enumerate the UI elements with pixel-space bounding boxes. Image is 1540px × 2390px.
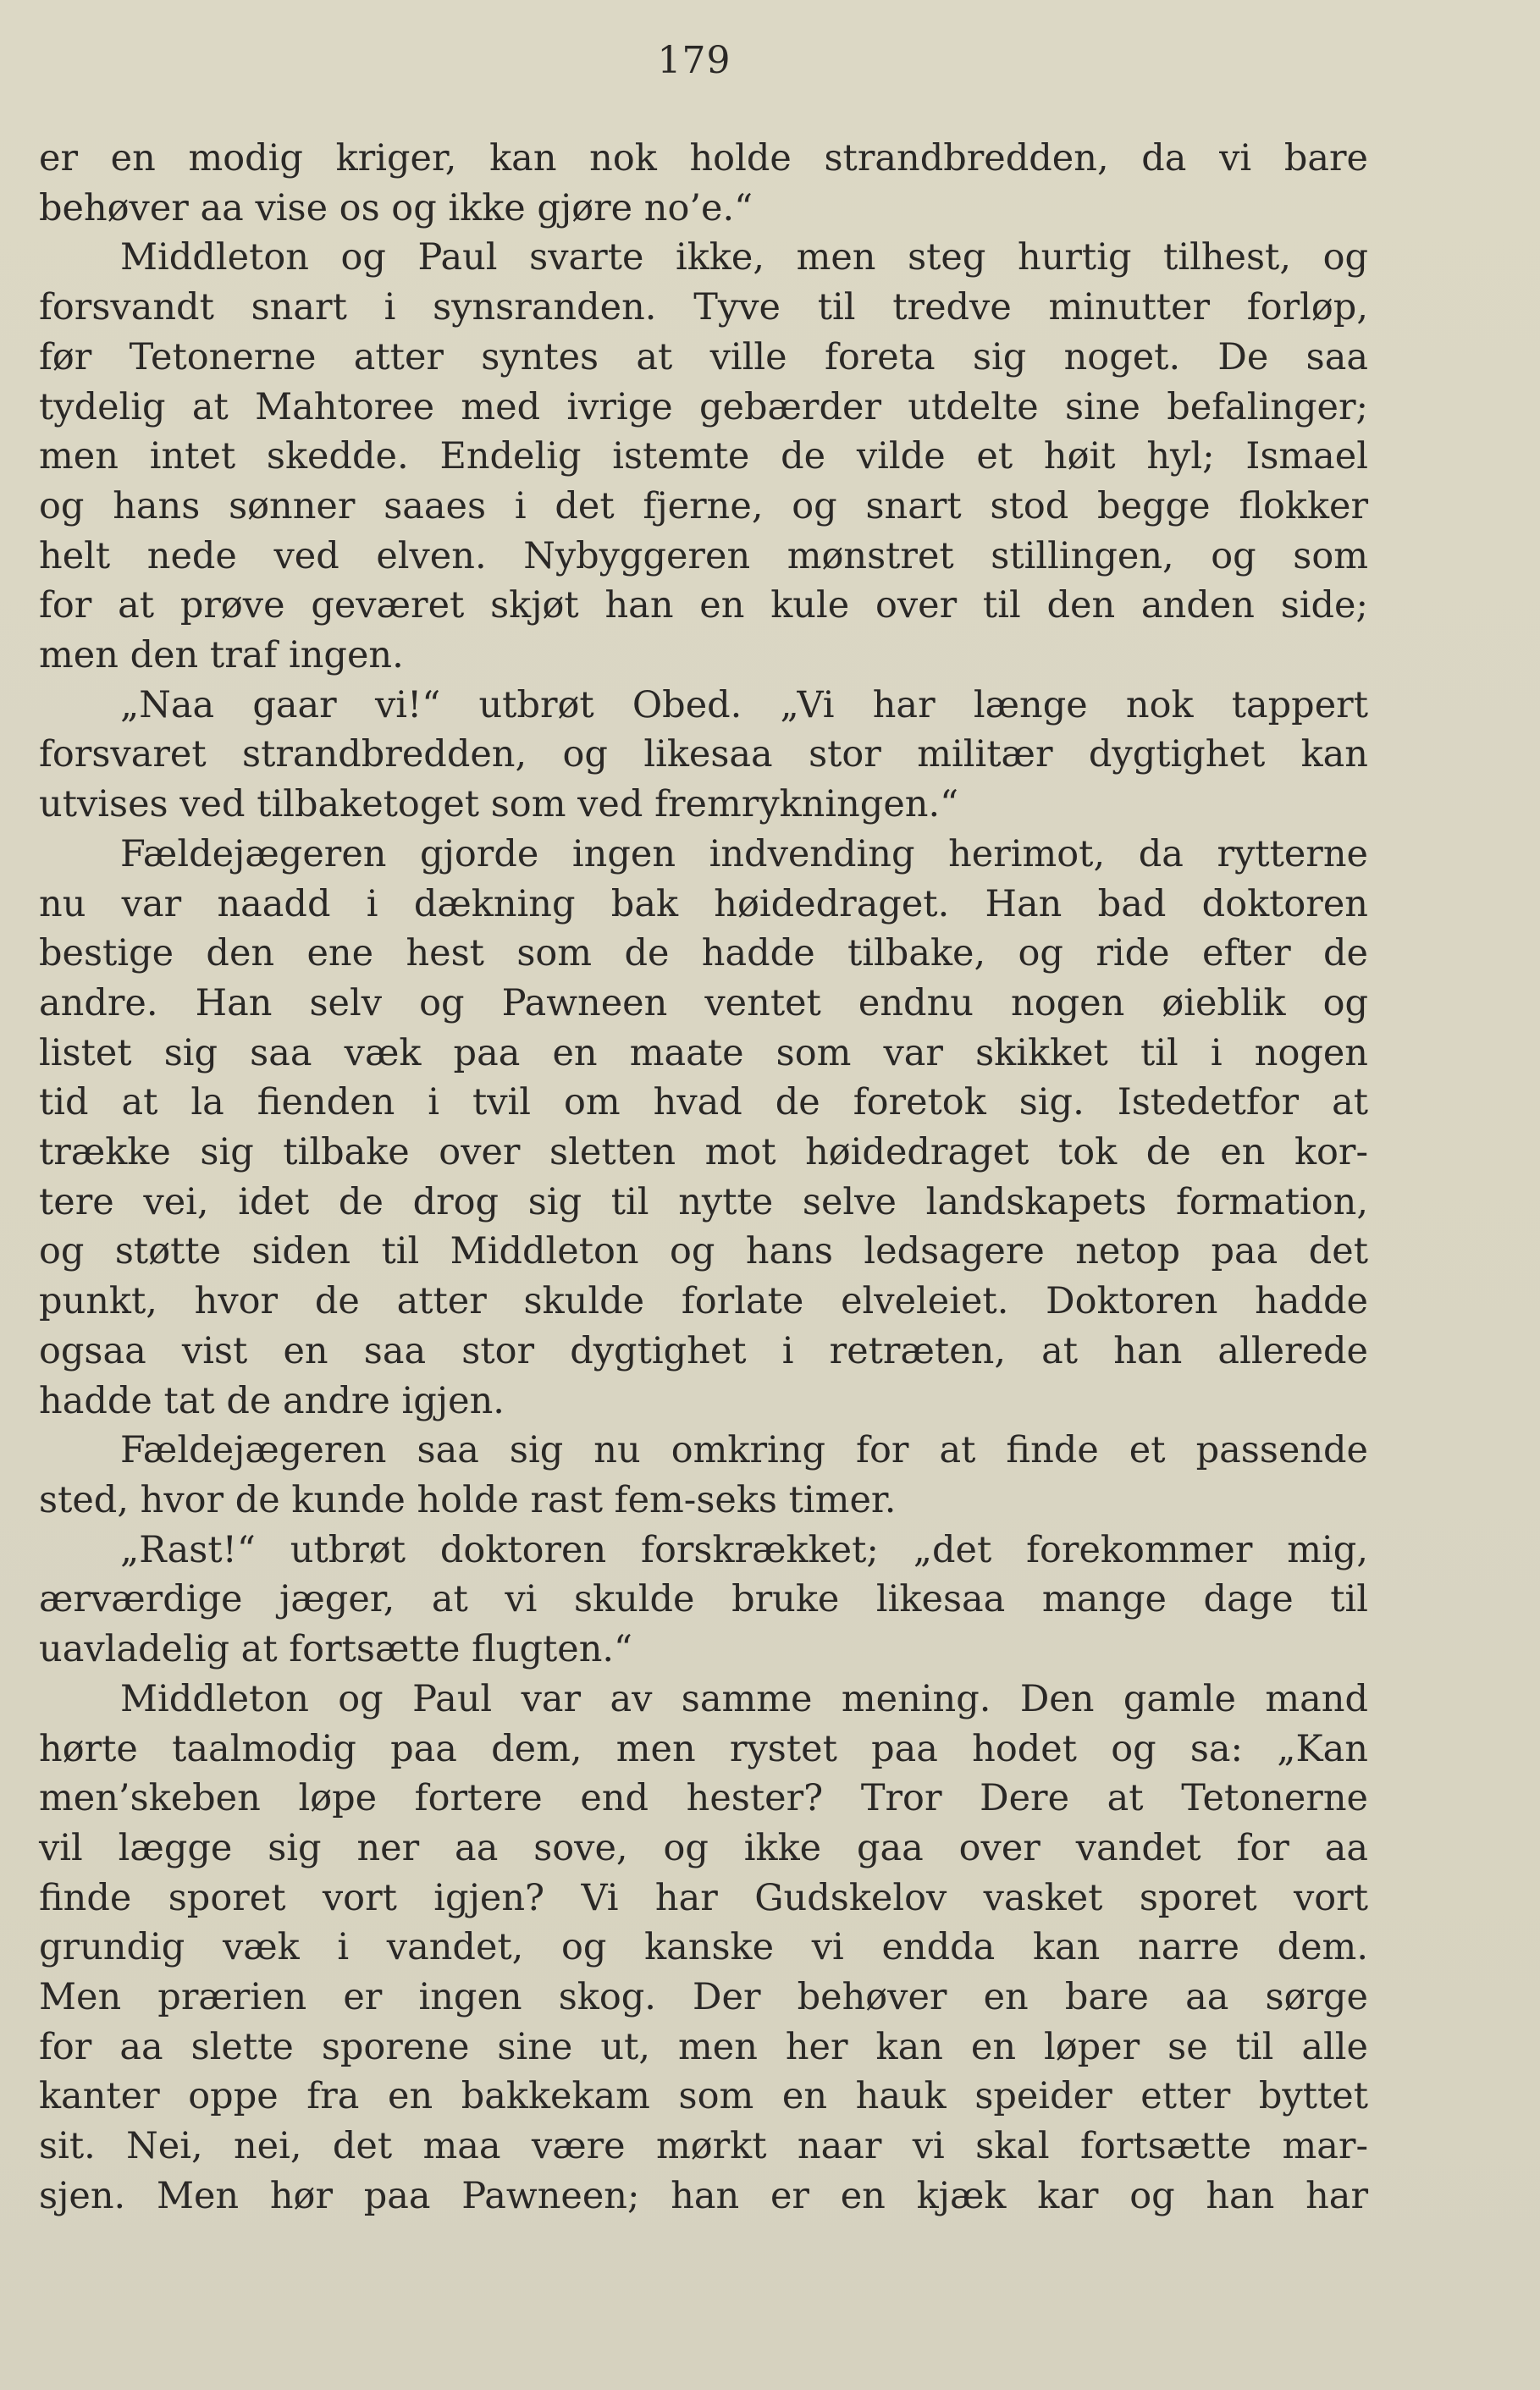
text-line: er en modig kriger, kan nok holde strandbredden, da vi bare — [39, 137, 1368, 179]
text-line: hadde tat de andre igjen. — [39, 1379, 505, 1422]
text-line: ogsaa vist en saa stor dygtighet i retræten, at han allerede — [39, 1329, 1368, 1372]
text-line: Middleton og Paul svarte ikke, men steg hurtig tilhest, og — [120, 236, 1368, 279]
text-line: tydelig at Mahtoree med ivrige gebærder utdelte sine befalinger; — [39, 385, 1368, 428]
text-line: for aa slette sporene sine ut, men her kan en løper se til alle — [39, 2025, 1368, 2068]
text-line: punkt, hvor de atter skulde forlate elveleiet. Doktoren hadde — [39, 1280, 1368, 1323]
text-line: men intet skedde. Endelig istemte de vilde et høit hyl; Ismael — [39, 435, 1368, 478]
text-line: forsvandt snart i synsranden. Tyve til tredve minutter forløp, — [39, 286, 1368, 329]
text-line: sjen. Men hør paa Pawneen; han er en kjæk kar og han har — [39, 2174, 1368, 2217]
text-line: listet sig saa væk paa en maate som var skikket til i nogen — [39, 1031, 1368, 1074]
body-text — [39, 134, 1368, 2222]
text-line: andre. Han selv og Pawneen ventet endnu nogen øieblik og — [39, 981, 1368, 1024]
text-line: „Naa gaar vi!“ utbrøt Obed. „Vi har længe nok tappert — [120, 683, 1368, 726]
text-line: utvises ved tilbaketoget som ved fremrykningen.“ — [39, 783, 959, 826]
text-line: men den traf ingen. — [39, 634, 404, 677]
text-line: bestige den ene hest som de hadde tilbake, og ride efter de — [39, 932, 1368, 975]
text-line: og hans sønner saaes i det fjerne, og snart stod begge flokker — [39, 484, 1368, 527]
text-line: forsvaret strandbredden, og likesaa stor militær dygtighet kan — [39, 733, 1368, 776]
text-line: Men prærien er ingen skog. Der behøver en bare aa sørge — [39, 1976, 1368, 2019]
text-line: finde sporet vort igjen? Vi har Gudskelov vasket sporet vort — [39, 1876, 1368, 1919]
text-line: for at prøve geværet skjøt han en kule over til den anden side; — [39, 584, 1368, 627]
text-line: grundig væk i vandet, og kanske vi endda kan narre dem. — [39, 1926, 1368, 1969]
text-line: før Tetonerne atter syntes at ville foreta sig noget. De saa — [39, 335, 1368, 378]
text-line: „Rast!“ utbrøt doktoren forskrækket; „det forekommer mig, — [120, 1528, 1368, 1571]
text-line: helt nede ved elven. Nybyggeren mønstret stillingen, og som — [39, 534, 1368, 577]
text-line: vil lægge sig ner aa sove, og ikke gaa over vandet for aa — [39, 1826, 1368, 1869]
text-line: men’skeben løpe fortere end hester? Tror Dere at Tetonerne — [39, 1777, 1368, 1820]
text-line: kanter oppe fra en bakkekam som en hauk speider etter byttet — [39, 2075, 1368, 2118]
page-number: 179 — [657, 39, 731, 82]
text-line: hørte taalmodig paa dem, men rystet paa hodet og sa: „Kan — [39, 1727, 1368, 1770]
text-line: og støtte siden til Middleton og hans ledsagere netop paa det — [39, 1230, 1368, 1273]
text-line: sted, hvor de kunde holde rast fem-seks timer. — [39, 1478, 897, 1521]
text-line: Middleton og Paul var av samme mening. Den gamle mand — [120, 1677, 1368, 1720]
text-line: behøver aa vise os og ikke gjøre no’e.“ — [39, 186, 753, 229]
text-line: ærværdige jæger, at vi skulde bruke likesaa mange dage til — [39, 1578, 1368, 1621]
text-line: tid at la fienden i tvil om hvad de foretok sig. Istedetfor at — [39, 1081, 1368, 1124]
text-line: sit. Nei, nei, det maa være mørkt naar vi skal fortsætte mar- — [39, 2125, 1368, 2168]
text-line: Fældejægeren gjorde ingen indvending herimot, da rytterne — [120, 832, 1368, 875]
text-line: trække sig tilbake over sletten mot høidedraget tok de en kor- — [39, 1131, 1368, 1174]
text-line: uavladelig at fortsætte flugten.“ — [39, 1628, 633, 1671]
text-line: nu var naadd i dækning bak høidedraget. Han bad doktoren — [39, 882, 1368, 925]
text-line: tere vei, idet de drog sig til nytte selve landskapets formation, — [39, 1180, 1368, 1223]
text-line: Fældejægeren saa sig nu omkring for at finde et passende — [120, 1429, 1368, 1472]
